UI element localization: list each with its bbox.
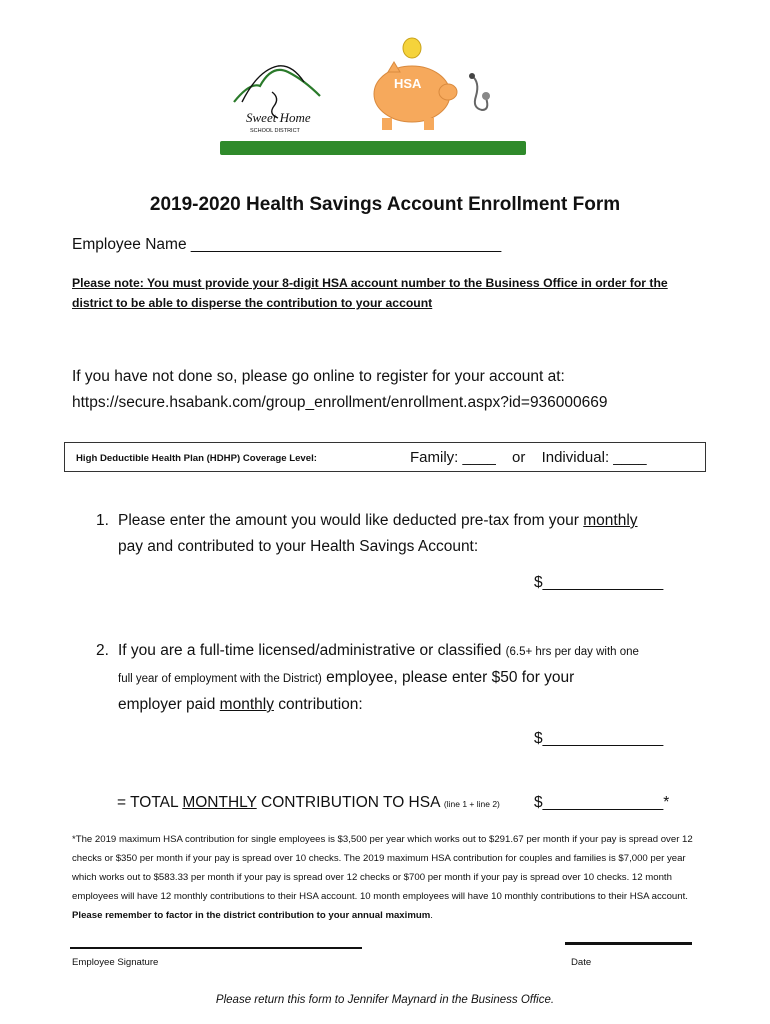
return-instructions: Please return this form to Jennifer Maynard in the Business Office. (215, 994, 555, 1006)
question-2-qualifier-cont: full year of employment with the District) (118, 673, 322, 685)
coverage-individual-field[interactable]: Individual: ____ (541, 449, 647, 466)
header-green-bar (220, 141, 526, 155)
coverage-options (410, 449, 659, 466)
piggy-label: HSA (394, 76, 422, 91)
question-1-amount-field[interactable]: $______________ (534, 574, 664, 591)
total-formula: (line 1 + line 2) (443, 799, 500, 809)
footnote-emphasis: Please remember to factor in the district contribution to your annual maximum (72, 910, 431, 921)
coverage-or: or (512, 449, 526, 466)
total-label: = TOTAL (117, 794, 183, 811)
question-2-contribution-text: contribution: (273, 696, 363, 713)
total-amount-field[interactable]: $______________* (534, 794, 670, 811)
total-label-cont: CONTRIBUTION TO HSA (256, 794, 444, 811)
question-2-qualifier: (6.5+ hrs per day with one (505, 646, 639, 658)
footnote (72, 830, 712, 925)
logo-text: Sweet Home (246, 110, 311, 125)
question-1-monthly: monthly (583, 512, 638, 529)
registration-text: If you have not done so, please go online to register for your account at: (72, 368, 565, 385)
question-2 (96, 638, 706, 718)
logo-subtext: SCHOOL DISTRICT (250, 128, 300, 134)
question-1-number: 1. (96, 512, 109, 529)
employee-name-field[interactable]: Employee Name ____________________________________ (72, 236, 502, 253)
date-line[interactable] (565, 942, 692, 945)
date-label: Date (571, 957, 592, 968)
page-title: 2019-2020 Health Savings Account Enrollment Form (149, 194, 621, 215)
question-2-amount-field[interactable]: $______________ (534, 730, 664, 747)
signature-line[interactable] (70, 947, 362, 949)
question-2-text: If you are a full-time licensed/administrative or classified (118, 642, 506, 659)
total-line (117, 794, 500, 812)
question-2-monthly: monthly (219, 696, 274, 713)
registration-url[interactable]: https://secure.hsabank.com/group_enrollment/enrollment.aspx?id=936000669 (72, 394, 608, 411)
question-1-text: Please enter the amount you would like deducted pre-tax from your (118, 512, 584, 529)
question-2-number: 2. (96, 642, 109, 659)
question-2-text-cont: employee, please enter $50 for your (321, 669, 575, 686)
question-1 (96, 508, 696, 560)
total-monthly: MONTHLY (182, 794, 257, 811)
piggy-bank-icon (368, 36, 498, 134)
registration-instructions (72, 364, 712, 416)
question-2-employer-text: employer paid (118, 696, 220, 713)
district-logo (228, 52, 328, 136)
signature-label: Employee Signature (72, 957, 159, 968)
question-1-text-cont: pay and contributed to your Health Savings Account: (118, 538, 479, 555)
footnote-text: *The 2019 maximum HSA contribution for single employees is $3,500 per year which works out to $291.67 per month if your pay is spread over 12 checks or $350 per month if your pay is spread over 10 checks. The 2019 maximum HSA contribution for couples and families is $7,000 per year which works out to $583.33 per month if your pay is spread over 12 checks or $700 per month if your pay is spread over 10 checks. 12 month employees will have 12 monthly contributions to their HSA account. 10 month employees will have 10 monthly contributions to their HSA account. (72, 834, 693, 902)
coverage-level-label: High Deductible Health Plan (HDHP) Coverage Level: (76, 453, 317, 464)
footnote-end: . (430, 910, 433, 921)
account-number-note: Please note: You must provide your 8-digit HSA account number to the Business Office in order for the district to be able to disperse the contribution to your account (72, 276, 668, 310)
coverage-family-field[interactable]: Family: ____ (410, 449, 496, 466)
